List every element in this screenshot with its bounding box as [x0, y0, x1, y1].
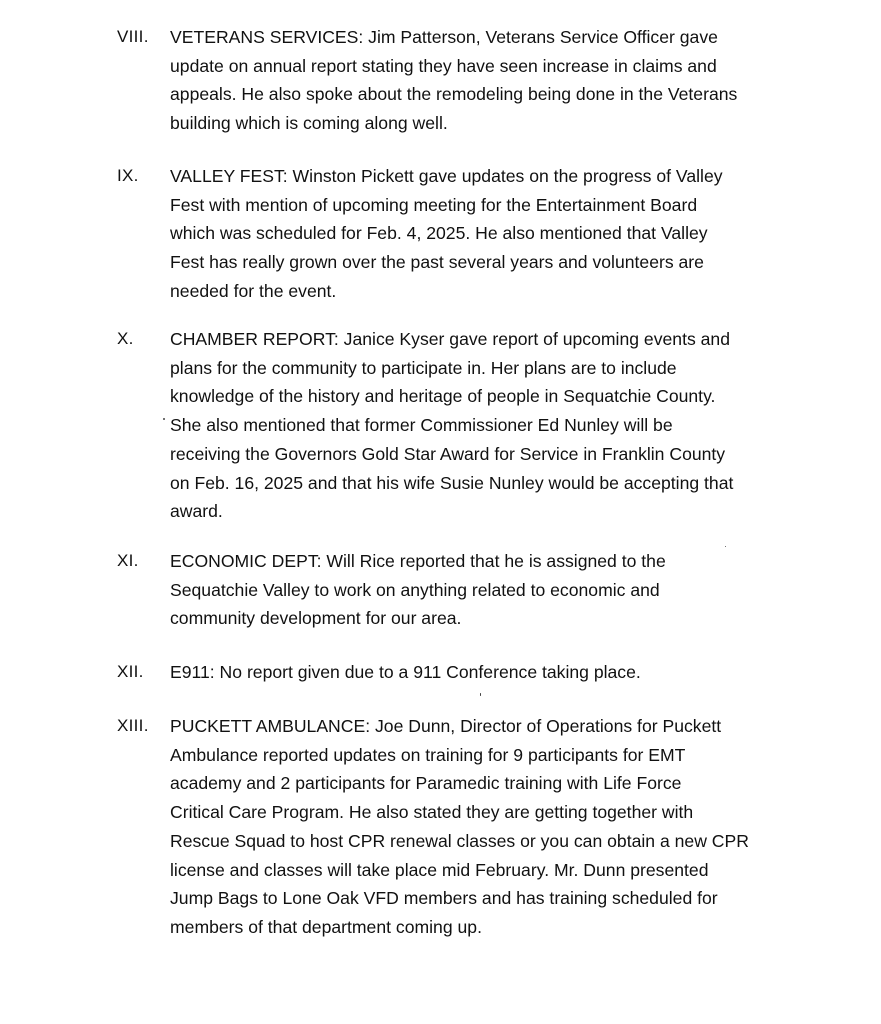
scan-speck [480, 693, 481, 696]
text-line: Fest has really grown over the past several years and volunteers are [170, 252, 704, 273]
text-line: on Feb. 16, 2025 and that his wife Susie Nunley would be accepting that [170, 472, 734, 493]
text-line: Jump Bags to Lone Oak VFD members and has training scheduled for [170, 888, 718, 909]
scan-speck [725, 546, 726, 547]
text-line: Rescue Squad to host CPR renewal classes or you can obtain a new CPR [170, 830, 749, 851]
item-text [170, 658, 810, 687]
text-line: VETERANS SERVICES: Jim Patterson, Veterans Service Officer gave [170, 27, 718, 47]
text-line: academy and 2 participants for Paramedic training with Life Force [170, 773, 682, 794]
item-number: X. [117, 329, 134, 348]
text-line: needed for the event. [170, 280, 337, 301]
text-line: knowledge of the history and heritage of people in Sequatchie County. [170, 386, 716, 407]
item-number: IX. [117, 166, 139, 185]
text-line: community development for our area. [170, 608, 462, 629]
text-line: plans for the community to participate in. Her plans are to include [170, 357, 677, 378]
item-number: XI. [117, 551, 139, 570]
scan-speck [163, 418, 165, 420]
text-line: update on annual report stating they have seen increase in claims and [170, 55, 717, 76]
text-line: PUCKETT AMBULANCE: Joe Dunn, Director of Operations for Puckett [170, 716, 722, 736]
text-line: which was scheduled for Feb. 4, 2025. He also mentioned that Valley [170, 223, 708, 244]
item-text [170, 712, 810, 942]
item-text [170, 547, 810, 633]
item-number: XII. [117, 662, 144, 681]
item-number: VIII. [117, 27, 149, 46]
text-line: receiving the Governors Gold Star Award for Service in Franklin County [170, 443, 726, 464]
text-line: She also mentioned that former Commissioner Ed Nunley will be [170, 415, 673, 436]
text-line: VALLEY FEST: Winston Pickett gave updates on the progress of Valley [170, 166, 723, 186]
text-line: building which is coming along well. [170, 113, 448, 134]
text-line: CHAMBER REPORT: Janice Kyser gave report of upcoming events and [170, 329, 730, 349]
item-text [170, 325, 810, 526]
text-line: Critical Care Program. He also stated they are getting together with [170, 802, 694, 823]
text-line: Ambulance reported updates on training for 9 participants for EMT [170, 744, 686, 765]
text-line: E911: No report given due to a 911 Conference taking place. [170, 662, 641, 682]
text-line: Sequatchie Valley to work on anything related to economic and [170, 579, 660, 600]
text-line: members of that department coming up. [170, 916, 482, 937]
item-text [170, 162, 810, 306]
text-line: ECONOMIC DEPT: Will Rice reported that he is assigned to the [170, 551, 666, 571]
text-line: award. [170, 501, 223, 522]
item-number: XIII. [117, 716, 149, 735]
text-line: license and classes will take place mid February. Mr. Dunn presented [170, 859, 709, 880]
text-line: appeals. He also spoke about the remodeling being done in the Veterans [170, 84, 738, 105]
item-text [170, 23, 810, 138]
text-line: Fest with mention of upcoming meeting for the Entertainment Board [170, 194, 698, 215]
